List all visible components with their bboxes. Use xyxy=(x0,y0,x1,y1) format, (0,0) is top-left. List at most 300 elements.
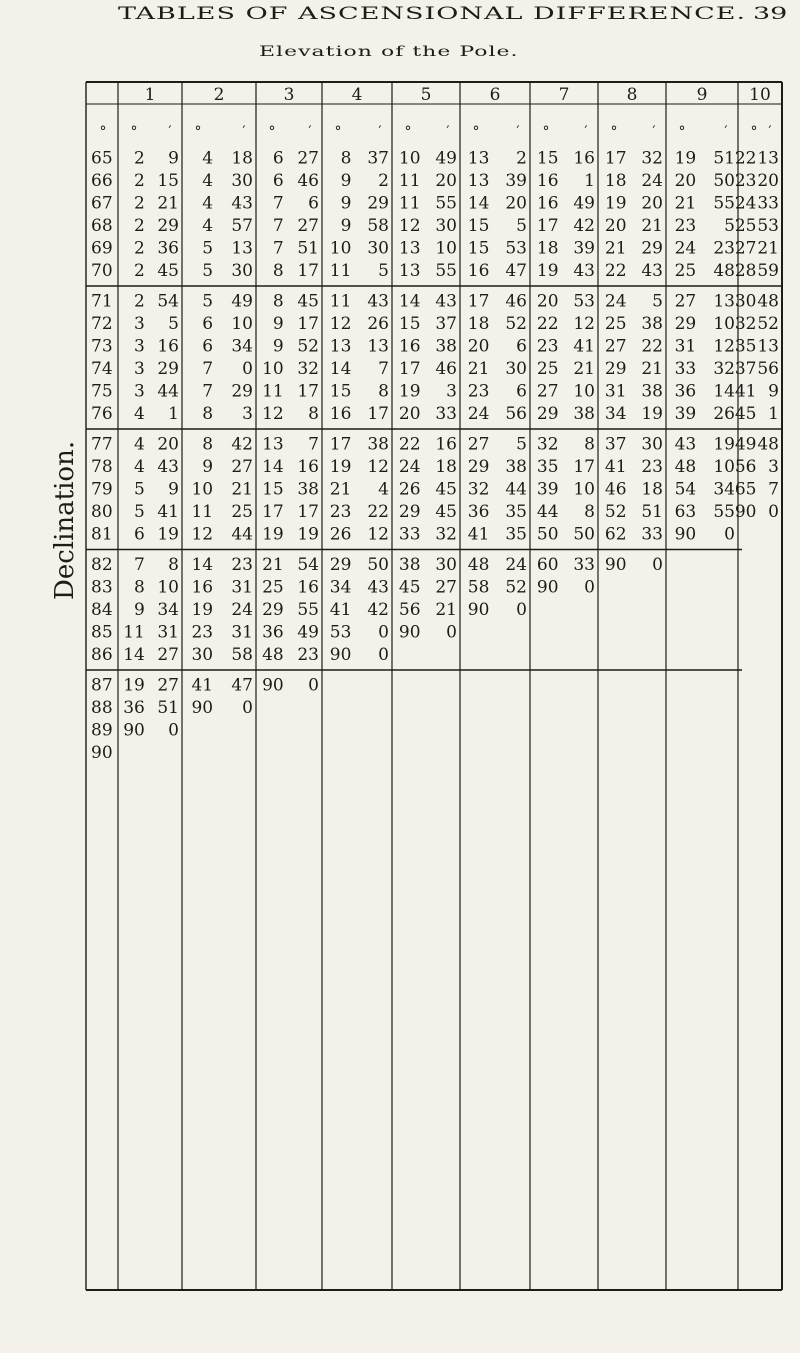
degree-value: 5 xyxy=(202,261,214,281)
minute-mark: ′ xyxy=(308,124,312,140)
degree-value: 24 xyxy=(467,404,490,424)
minute-value: 12 xyxy=(573,314,595,334)
degree-value: 25 xyxy=(262,577,284,598)
minute-value: 58 xyxy=(231,645,253,665)
minute-value: 48 xyxy=(713,261,735,281)
declination-label: 89 xyxy=(91,720,113,741)
degree-value: 11 xyxy=(398,193,421,214)
minute-mark: ′ xyxy=(378,124,382,140)
degree-value: 19 xyxy=(398,381,421,402)
declination-label: 69 xyxy=(91,238,113,259)
minute-value: 6 xyxy=(308,193,319,214)
minute-value: 23 xyxy=(641,457,663,477)
minute-value: 10 xyxy=(573,381,595,402)
degree-value: 43 xyxy=(674,434,697,455)
degree-value: 20 xyxy=(536,291,559,312)
degree-value: 11 xyxy=(262,381,284,402)
minute-value: 16 xyxy=(297,457,319,477)
degree-value: 15 xyxy=(467,216,490,236)
degree-value: 48 xyxy=(262,645,284,665)
minute-value: 0 xyxy=(768,502,779,522)
degree-value: 36 xyxy=(262,622,284,643)
degree-value: 2 xyxy=(134,148,145,169)
degree-value: 8 xyxy=(272,291,284,312)
degree-value: 14 xyxy=(123,645,145,665)
degree-value: 9 xyxy=(134,600,145,620)
degree-value: 17 xyxy=(398,359,421,379)
degree-value: 2 xyxy=(134,238,145,259)
degree-value: 90 xyxy=(398,622,421,643)
minute-value: 44 xyxy=(157,381,179,402)
minute-value: 38 xyxy=(297,479,319,500)
degree-value: 21 xyxy=(329,479,352,500)
minute-value: 10 xyxy=(157,577,179,598)
degree-value: 15 xyxy=(536,148,559,169)
degree-value: 12 xyxy=(398,216,421,236)
degree-value: 29 xyxy=(329,555,352,575)
declination-label: 87 xyxy=(91,675,113,696)
degree-value: 8 xyxy=(202,404,214,424)
degree-value: 9 xyxy=(340,216,352,236)
degree-value: 12 xyxy=(329,314,352,334)
minute-value: 56 xyxy=(505,404,527,424)
minute-value: 30 xyxy=(435,216,457,236)
degree-value: 14 xyxy=(467,193,490,214)
minute-value: 35 xyxy=(505,524,527,545)
minute-value: 43 xyxy=(367,577,389,598)
degree-value: 21 xyxy=(604,238,627,259)
column-header: 8 xyxy=(626,85,638,105)
minute-value: 12 xyxy=(367,524,389,545)
minute-value: 0 xyxy=(652,555,663,575)
degree-value: 18 xyxy=(536,238,559,259)
minute-mark: ′ xyxy=(516,124,520,140)
minute-value: 17 xyxy=(297,381,319,402)
minute-value: 52 xyxy=(505,577,527,598)
minute-value: 38 xyxy=(367,434,389,455)
minute-value: 38 xyxy=(573,404,595,424)
degree-value: 34 xyxy=(329,577,352,598)
degree-value: 8 xyxy=(134,577,145,598)
minute-value: 23 xyxy=(231,555,253,575)
degree-value: 10 xyxy=(398,148,421,169)
degree-value: 7 xyxy=(202,381,214,402)
degree-value: 19 xyxy=(604,193,627,214)
degree-value: 24 xyxy=(398,457,421,477)
degree-value: 25 xyxy=(536,359,559,379)
minute-value: 48 xyxy=(757,434,779,455)
degree-mark: ° xyxy=(750,124,758,140)
minute-value: 6 xyxy=(516,336,527,357)
declination-label: 67 xyxy=(91,193,113,214)
degree-value: 21 xyxy=(674,193,697,214)
declination-label: 76 xyxy=(91,404,113,424)
minute-value: 53 xyxy=(505,238,527,259)
degree-value: 23 xyxy=(734,171,757,191)
degree-value: 56 xyxy=(734,457,757,477)
minute-value: 22 xyxy=(367,502,389,522)
degree-value: 14 xyxy=(329,359,352,379)
minute-value: 44 xyxy=(231,524,253,545)
degree-value: 90 xyxy=(467,600,490,620)
minute-value: 2 xyxy=(378,171,389,191)
declination-label: 68 xyxy=(91,216,113,236)
minute-value: 23 xyxy=(713,238,735,259)
degree-value: 8 xyxy=(202,434,214,455)
degree-value: 17 xyxy=(467,291,490,312)
minute-value: 16 xyxy=(157,336,179,357)
minute-value: 8 xyxy=(584,502,595,522)
minute-value: 5 xyxy=(378,261,389,281)
minute-value: 49 xyxy=(231,291,253,312)
degree-value: 22 xyxy=(734,148,757,169)
degree-value: 8 xyxy=(272,261,284,281)
minute-value: 27 xyxy=(297,216,319,236)
minute-value: 10 xyxy=(435,238,457,259)
minute-value: 6 xyxy=(516,381,527,402)
declination-label: 82 xyxy=(91,555,113,575)
degree-value: 33 xyxy=(398,524,421,545)
degree-value: 15 xyxy=(262,479,284,500)
minute-value: 1 xyxy=(768,404,779,424)
minute-value: 0 xyxy=(308,675,319,696)
minute-value: 13 xyxy=(713,291,735,312)
minute-value: 33 xyxy=(573,555,595,575)
minute-value: 7 xyxy=(768,479,779,500)
minute-mark: ′ xyxy=(242,124,246,140)
minute-value: 20 xyxy=(435,171,457,191)
degree-value: 53 xyxy=(329,622,352,643)
minute-value: 0 xyxy=(378,645,389,665)
degree-value: 18 xyxy=(467,314,490,334)
degree-mark: ° xyxy=(542,124,550,140)
minute-value: 17 xyxy=(297,502,319,522)
degree-value: 27 xyxy=(674,291,697,312)
degree-value: 23 xyxy=(329,502,352,522)
degree-value: 11 xyxy=(123,622,145,643)
degree-value: 4 xyxy=(134,457,145,477)
declination-label: 71 xyxy=(91,291,113,312)
minute-value: 22 xyxy=(641,336,663,357)
minute-value: 33 xyxy=(757,193,779,214)
degree-value: 26 xyxy=(398,479,421,500)
degree-value: 3 xyxy=(134,314,145,334)
degree-value: 10 xyxy=(191,479,214,500)
degree-value: 63 xyxy=(674,502,697,522)
degree-value: 48 xyxy=(674,457,697,477)
degree-value: 31 xyxy=(674,336,697,357)
degree-value: 24 xyxy=(734,193,757,214)
minute-value: 30 xyxy=(231,171,253,191)
minute-value: 42 xyxy=(573,216,595,236)
minute-value: 32 xyxy=(297,359,319,379)
minute-value: 38 xyxy=(505,457,527,477)
degree-value: 4 xyxy=(202,216,214,236)
minute-value: 30 xyxy=(505,359,527,379)
declination-label: 65 xyxy=(91,148,113,169)
minute-value: 0 xyxy=(516,600,527,620)
degree-value: 20 xyxy=(398,404,421,424)
degree-value: 16 xyxy=(536,193,559,214)
degree-value: 27 xyxy=(604,336,627,357)
minute-value: 8 xyxy=(168,555,179,575)
degree-value: 7 xyxy=(272,238,284,259)
minute-value: 55 xyxy=(713,193,735,214)
running-title: TABLES OF ASCENSIONAL DIFFERENCE. xyxy=(118,4,747,24)
minute-value: 23 xyxy=(297,645,319,665)
degree-value: 29 xyxy=(262,600,284,620)
degree-value: 9 xyxy=(340,193,352,214)
degree-value: 21 xyxy=(262,555,284,575)
minute-value: 51 xyxy=(297,238,319,259)
minute-value: 27 xyxy=(435,577,457,598)
column-header: 6 xyxy=(489,85,501,105)
degree-mark: ° xyxy=(678,124,686,140)
minute-value: 21 xyxy=(573,359,595,379)
degree-value: 90 xyxy=(123,720,145,741)
minute-value: 43 xyxy=(435,291,457,312)
degree-value: 46 xyxy=(604,479,627,500)
column-header: 10 xyxy=(749,85,771,105)
degree-value: 14 xyxy=(262,457,284,477)
degree-value: 36 xyxy=(123,698,145,718)
minute-value: 29 xyxy=(157,359,179,379)
minute-value: 52 xyxy=(505,314,527,334)
minute-value: 3 xyxy=(242,404,253,424)
minute-value: 30 xyxy=(641,434,663,455)
minute-value: 35 xyxy=(505,502,527,522)
degree-value: 5 xyxy=(134,502,145,522)
minute-value: 43 xyxy=(573,261,595,281)
minute-value: 55 xyxy=(713,502,735,522)
degree-value: 13 xyxy=(398,238,421,259)
minute-value: 50 xyxy=(713,171,735,191)
degree-value: 39 xyxy=(536,479,559,500)
degree-value: 30 xyxy=(734,291,757,312)
degree-value: 29 xyxy=(674,314,697,334)
degree-value: 21 xyxy=(467,359,490,379)
declination-label: 75 xyxy=(91,381,113,402)
degree-value: 90 xyxy=(674,524,697,545)
degree-value: 7 xyxy=(134,555,145,575)
table-title: Elevation of the Pole. xyxy=(259,44,519,60)
declination-label: 90 xyxy=(91,743,113,763)
minute-value: 50 xyxy=(367,555,389,575)
minute-value: 9 xyxy=(168,479,179,500)
degree-value: 29 xyxy=(467,457,490,477)
degree-value: 9 xyxy=(202,457,214,477)
declination-side-label: Declination. xyxy=(50,440,80,600)
degree-value: 60 xyxy=(536,555,559,575)
degree-value: 45 xyxy=(398,577,421,598)
declination-label: 86 xyxy=(91,645,113,665)
degree-value: 49 xyxy=(734,434,757,455)
declination-label: 85 xyxy=(91,622,113,643)
minute-value: 47 xyxy=(231,675,253,696)
minute-value: 56 xyxy=(757,359,779,379)
column-header: 1 xyxy=(144,85,156,105)
minute-mark: ′ xyxy=(584,124,588,140)
minute-value: 46 xyxy=(505,291,527,312)
degree-value: 6 xyxy=(272,148,284,169)
degree-value: 17 xyxy=(329,434,352,455)
degree-value: 20 xyxy=(467,336,490,357)
minute-value: 21 xyxy=(435,600,457,620)
minute-value: 21 xyxy=(641,216,663,236)
minute-value: 16 xyxy=(435,434,457,455)
degree-value: 9 xyxy=(272,336,284,357)
minute-value: 5 xyxy=(516,216,527,236)
minute-value: 16 xyxy=(573,148,595,169)
minute-mark: ′ xyxy=(768,124,772,140)
degree-value: 6 xyxy=(134,524,145,545)
minute-value: 12 xyxy=(367,457,389,477)
degree-value: 12 xyxy=(262,404,284,424)
degree-value: 25 xyxy=(734,216,757,236)
degree-value: 24 xyxy=(604,291,627,312)
page-number: 39 xyxy=(753,4,788,24)
degree-value: 5 xyxy=(134,479,145,500)
degree-value: 37 xyxy=(604,434,627,455)
minute-value: 29 xyxy=(641,238,663,259)
degree-value: 29 xyxy=(398,502,421,522)
minute-value: 37 xyxy=(435,314,457,334)
degree-value: 17 xyxy=(262,502,284,522)
degree-value: 62 xyxy=(604,524,627,545)
degree-value: 22 xyxy=(604,261,627,281)
minute-value: 9 xyxy=(168,148,179,169)
minute-value: 51 xyxy=(157,698,179,718)
degree-value: 33 xyxy=(674,359,697,379)
degree-mark: ° xyxy=(472,124,480,140)
minute-value: 16 xyxy=(297,577,319,598)
degree-value: 90 xyxy=(262,675,284,696)
minute-value: 0 xyxy=(242,359,253,379)
degree-value: 23 xyxy=(674,216,697,236)
degree-value: 11 xyxy=(398,171,421,191)
minute-value: 26 xyxy=(367,314,389,334)
minute-value: 53 xyxy=(573,291,595,312)
column-header: 3 xyxy=(283,85,295,105)
degree-value: 7 xyxy=(272,216,284,236)
minute-value: 0 xyxy=(584,577,595,598)
minute-value: 55 xyxy=(435,261,457,281)
declination-label: 66 xyxy=(91,171,113,191)
degree-value: 32 xyxy=(536,434,559,455)
minute-value: 1 xyxy=(168,404,179,424)
minute-value: 58 xyxy=(367,216,389,236)
degree-value: 45 xyxy=(734,404,757,424)
degree-value: 90 xyxy=(604,555,627,575)
degree-value: 2 xyxy=(134,291,145,312)
degree-value: 3 xyxy=(134,336,145,357)
minute-value: 13 xyxy=(757,336,779,357)
degree-value: 23 xyxy=(536,336,559,357)
degree-value: 7 xyxy=(272,193,284,214)
minute-value: 13 xyxy=(757,148,779,169)
degree-value: 32 xyxy=(467,479,490,500)
minute-value: 36 xyxy=(157,238,179,259)
degree-value: 30 xyxy=(191,645,214,665)
degree-value: 6 xyxy=(272,171,284,191)
degree-value: 16 xyxy=(536,171,559,191)
degree-value: 15 xyxy=(467,238,490,259)
minute-value: 52 xyxy=(297,336,319,357)
minute-value: 48 xyxy=(757,291,779,312)
degree-value: 27 xyxy=(467,434,490,455)
minute-value: 0 xyxy=(168,720,179,741)
degree-value: 4 xyxy=(202,193,214,214)
minute-value: 0 xyxy=(446,622,457,643)
degree-value: 13 xyxy=(467,148,490,169)
degree-value: 41 xyxy=(734,381,757,402)
minute-value: 12 xyxy=(713,336,735,357)
minute-value: 49 xyxy=(297,622,319,643)
minute-value: 18 xyxy=(435,457,457,477)
degree-mark: ° xyxy=(404,124,412,140)
minute-value: 30 xyxy=(367,238,389,259)
minute-value: 51 xyxy=(641,502,663,522)
declination-label: 73 xyxy=(91,336,113,357)
minute-value: 21 xyxy=(757,238,779,259)
degree-value: 11 xyxy=(329,261,352,281)
minute-value: 15 xyxy=(157,171,179,191)
minute-value: 39 xyxy=(505,171,527,191)
minute-value: 14 xyxy=(713,381,735,402)
degree-value: 16 xyxy=(398,336,421,357)
degree-value: 23 xyxy=(467,381,490,402)
minute-value: 31 xyxy=(157,622,179,643)
minute-value: 46 xyxy=(435,359,457,379)
degree-value: 4 xyxy=(134,434,145,455)
degree-value: 7 xyxy=(202,359,214,379)
minute-value: 31 xyxy=(231,577,253,598)
minute-value: 43 xyxy=(157,457,179,477)
degree-value: 25 xyxy=(674,261,697,281)
degree-value: 19 xyxy=(536,261,559,281)
minute-value: 57 xyxy=(231,216,253,236)
degree-value: 11 xyxy=(191,502,214,522)
minute-value: 20 xyxy=(505,193,527,214)
minute-mark: ′ xyxy=(724,124,728,140)
minute-value: 45 xyxy=(157,261,179,281)
minute-value: 24 xyxy=(505,555,527,575)
degree-mark: ° xyxy=(334,124,342,140)
minute-value: 47 xyxy=(505,261,527,281)
degree-value: 13 xyxy=(467,171,490,191)
degree-value: 31 xyxy=(604,381,627,402)
degree-value: 56 xyxy=(398,600,421,620)
minute-value: 20 xyxy=(157,434,179,455)
degree-value: 39 xyxy=(674,404,697,424)
declination-label: 72 xyxy=(91,314,113,334)
degree-value: 24 xyxy=(674,238,697,259)
degree-value: 52 xyxy=(604,502,627,522)
degree-value: 6 xyxy=(202,336,214,357)
degree-value: 65 xyxy=(734,479,757,500)
minute-value: 45 xyxy=(435,479,457,500)
minute-value: 30 xyxy=(231,261,253,281)
minute-value: 5 xyxy=(724,216,735,236)
degree-value: 22 xyxy=(398,434,421,455)
degree-value: 16 xyxy=(467,261,490,281)
degree-value: 19 xyxy=(262,524,284,545)
column-header: 7 xyxy=(558,85,570,105)
column-header: 2 xyxy=(213,85,225,105)
declination-label: 74 xyxy=(91,359,113,379)
degree-value: 13 xyxy=(398,261,421,281)
minute-value: 31 xyxy=(231,622,253,643)
